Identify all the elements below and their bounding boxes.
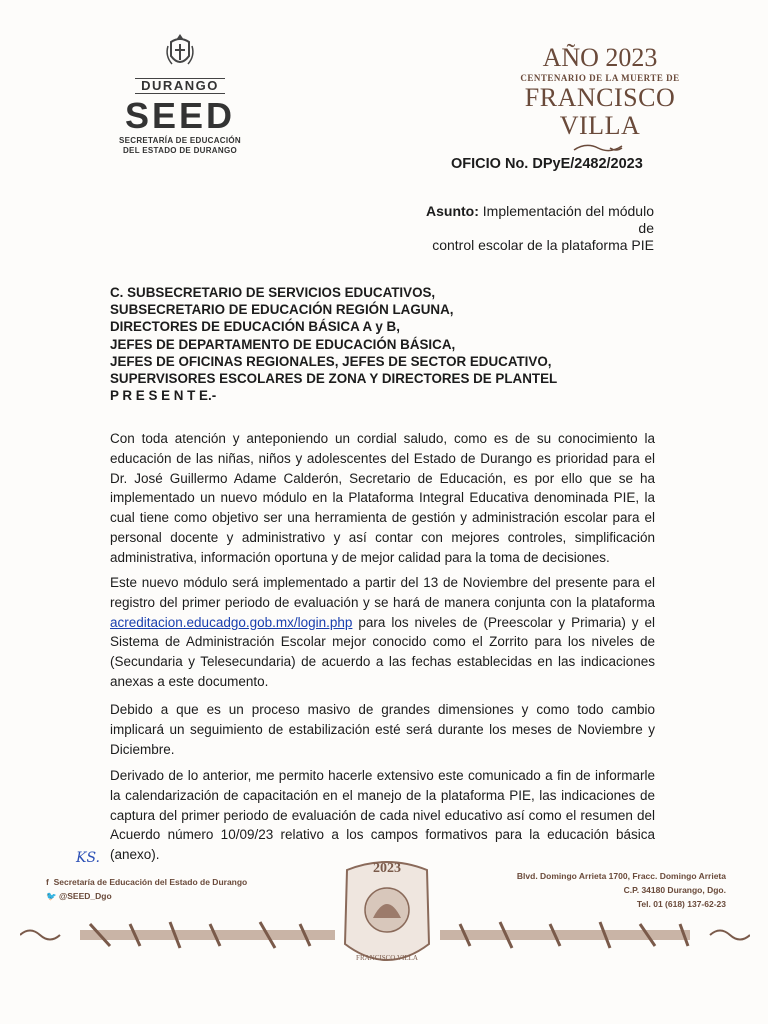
centenario-logo: [500, 44, 700, 159]
phone-line: Tel. 01 (618) 137-62-23: [636, 899, 726, 909]
facebook-icon: f: [46, 877, 49, 887]
addressee-line: SUBSECRETARIO DE EDUCACIÓN REGIÓN LAGUNA,: [110, 302, 454, 318]
francisco-villa-label: FRANCISCO VILLA: [524, 83, 676, 140]
facebook-label: Secretaría de Educación del Estado de Durango: [53, 877, 248, 887]
seed-logo: [100, 32, 260, 155]
addressee-line: P R E S E N T E.-: [110, 388, 217, 404]
addressee-block: [110, 284, 670, 404]
address-line-2: C.P. 34180 Durango, Dgo.: [623, 885, 726, 895]
twitter-icon: 🐦: [46, 891, 57, 901]
centenario-label: CENTENARIO DE LA MUERTE DE: [520, 73, 680, 83]
body-paragraph-3: Debido a que es un proceso masivo de grandes dimensiones y como todo cambio implicará un seguimiento de estabilización esté será durante los meses de Noviembre y Diciembre.: [110, 702, 655, 757]
asunto-label: Asunto:: [426, 203, 479, 219]
platform-link[interactable]: acreditacion.educadgo.gob.mx/login.php: [110, 614, 353, 630]
durango-crest-icon: [162, 32, 198, 72]
asunto-line-2: control escolar de la plataforma PIE: [432, 237, 654, 253]
body-paragraph-4: Derivado de lo anterior, me permito hacerle extensivo este comunicado a fin de informarle la calendarización de capacitación en el manejo de la plataforma PIE, las indicaciones de captura del primer periodo de evaluación de cada nivel educativo así como el resumen del Acuerdo número 10/09/23 relativo a los campos formativos para la educación básica (anexo).: [110, 768, 655, 863]
addressee-line: JEFES DE DEPARTAMENTO DE EDUCACIÓN BÁSICA,: [110, 336, 456, 352]
seal-year: 2023: [373, 861, 401, 876]
year-label: AÑO 2023: [542, 43, 658, 72]
twitter-label: @SEED_Dgo: [58, 891, 112, 901]
footer-social: [46, 875, 247, 903]
asunto-block: [412, 203, 654, 254]
francisco-villa-seal: [333, 848, 441, 980]
addressee-line: JEFES DE OFICINAS REGIONALES, JEFES DE SECTOR EDUCATIVO,: [110, 353, 552, 369]
footer-ornament-left: [20, 918, 335, 952]
handwritten-initials: KS.: [76, 850, 101, 866]
addressee-line: DIRECTORES DE EDUCACIÓN BÁSICA A y B,: [110, 319, 400, 335]
body-paragraph-1: Con toda atención y anteponiendo un cordial saludo, como es de su conocimiento la educación de las niñas, niños y adolescentes del Estado de Durango es prioridad para el Dr. José Guillermo Adame Calderón, Secretario de Educación, es por ello que se ha implementado un nuevo módulo en la Plataforma Integral Educativa denominada PIE, la cual tiene como objetivo ser una herramienta de gestión y administración escolar para el personal docente y administrativo y así contar con mejores controles, simplificación administrativa, información oportuna y de mejor calidad para la toma de decisiones.: [110, 431, 655, 565]
p2-text-before: Este nuevo módulo será implementado a partir del 13 de Noviembre del presente para el registro del primer periodo de evaluación y se hará de manera conjunta con la plataforma: [110, 575, 655, 610]
seed-acronym: SEED: [124, 95, 236, 136]
footer-ornament-right: [440, 918, 750, 952]
seed-subtitle-2: DEL ESTADO DE DURANGO: [122, 146, 237, 155]
addressee-line: C. SUBSECRETARIO DE SERVICIOS EDUCATIVOS,: [110, 285, 436, 300]
body-paragraph-2: [110, 573, 655, 692]
p2-text-after: para los niveles de (Preescolar y Primaria) y el Sistema de Administración Escolar mejor conocido como el Zorrito para los niveles de (Secundaria y Telesecundaria) de acuerdo a las fechas establecidas en las indicaciones anexas a este documento.: [110, 614, 655, 689]
state-label: DURANGO: [135, 78, 225, 94]
oficio-number: OFICIO No. DPyE/2482/2023: [451, 156, 643, 172]
asunto-line-1: Implementación del módulo de: [482, 203, 654, 236]
footer-address: [500, 869, 726, 911]
addressee-line: SUPERVISORES ESCOLARES DE ZONA Y DIRECTORES DE PLANTEL: [110, 371, 558, 387]
seal-name: FRANCISCO VILLA: [356, 954, 418, 962]
seed-subtitle-1: SECRETARÍA DE EDUCACIÓN: [118, 136, 242, 145]
address-line-1: Blvd. Domingo Arrieta 1700, Fracc. Domingo Arrieta: [516, 871, 726, 881]
